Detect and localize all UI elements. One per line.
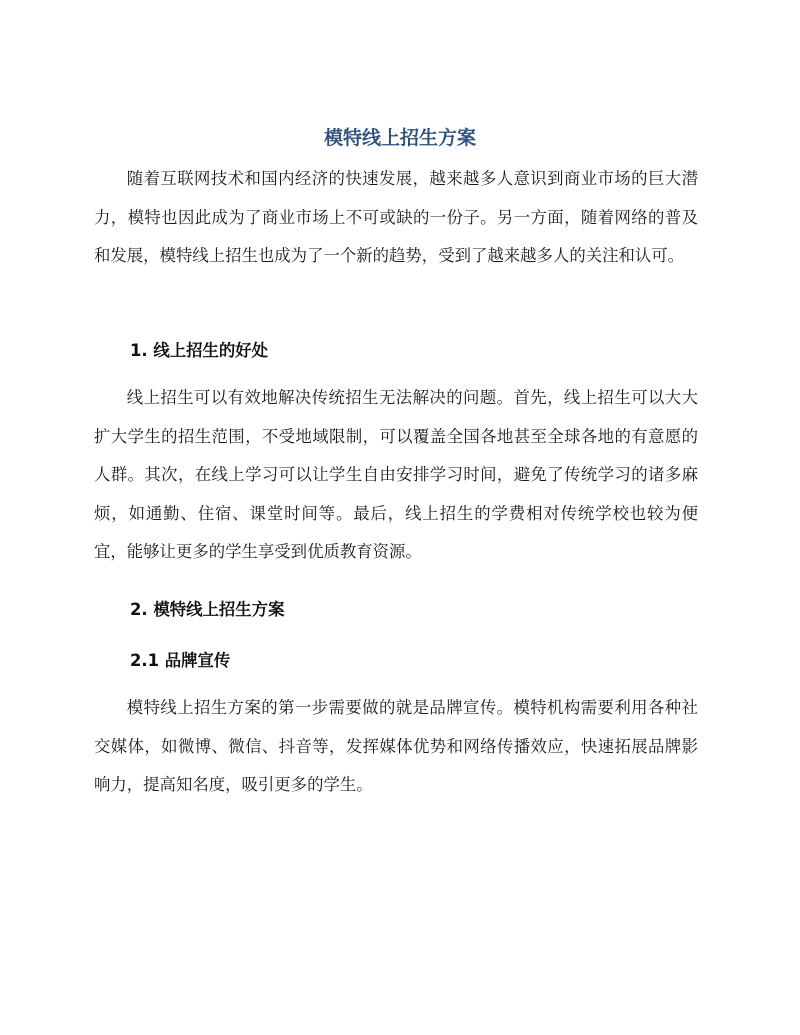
document-title: 模特线上招生方案 (323, 127, 476, 149)
section-2-1-heading: 2.1 品牌宣传 (130, 651, 231, 670)
section-2-1-paragraph: 模特线上招生方案的第一步需要做的就是品牌宣传。模特机构需要利用各种社交媒体，如微博、微信、抖音等，发挥媒体优势和网络传播效应，快速拓展品牌影响力，提高知名度，吸引更多的学生。 (94, 698, 698, 794)
intro-paragraph: 随着互联网技术和国内经济的快速发展，越来越多人意识到商业市场的巨大潜力，模特也因此成为了商业市场上不可或缺的一份子。另一方面，随着网络的普及和发展，模特线上招生也成为了一个新的趋势，受到了越来越多人的关注和认可。 (94, 169, 698, 265)
section-1-paragraph: 线上招生可以有效地解决传统招生无法解决的问题。首先，线上招生可以大大扩大学生的招生范围，不受地域限制，可以覆盖全国各地甚至全球各地的有意愿的人群。其次，在线上学习可以让学生自由安排学习时间，避免了传统学习的诸多麻烦，如通勤、住宿、课堂时间等。最后，线上招生的学费相对传统学校也较为便宜，能够让更多的学生享受到优质教育资源。 (94, 388, 698, 561)
section-2-heading: 2. 模特线上招生方案 (130, 600, 285, 619)
section-1-heading: 1. 线上招生的好处 (130, 341, 269, 360)
